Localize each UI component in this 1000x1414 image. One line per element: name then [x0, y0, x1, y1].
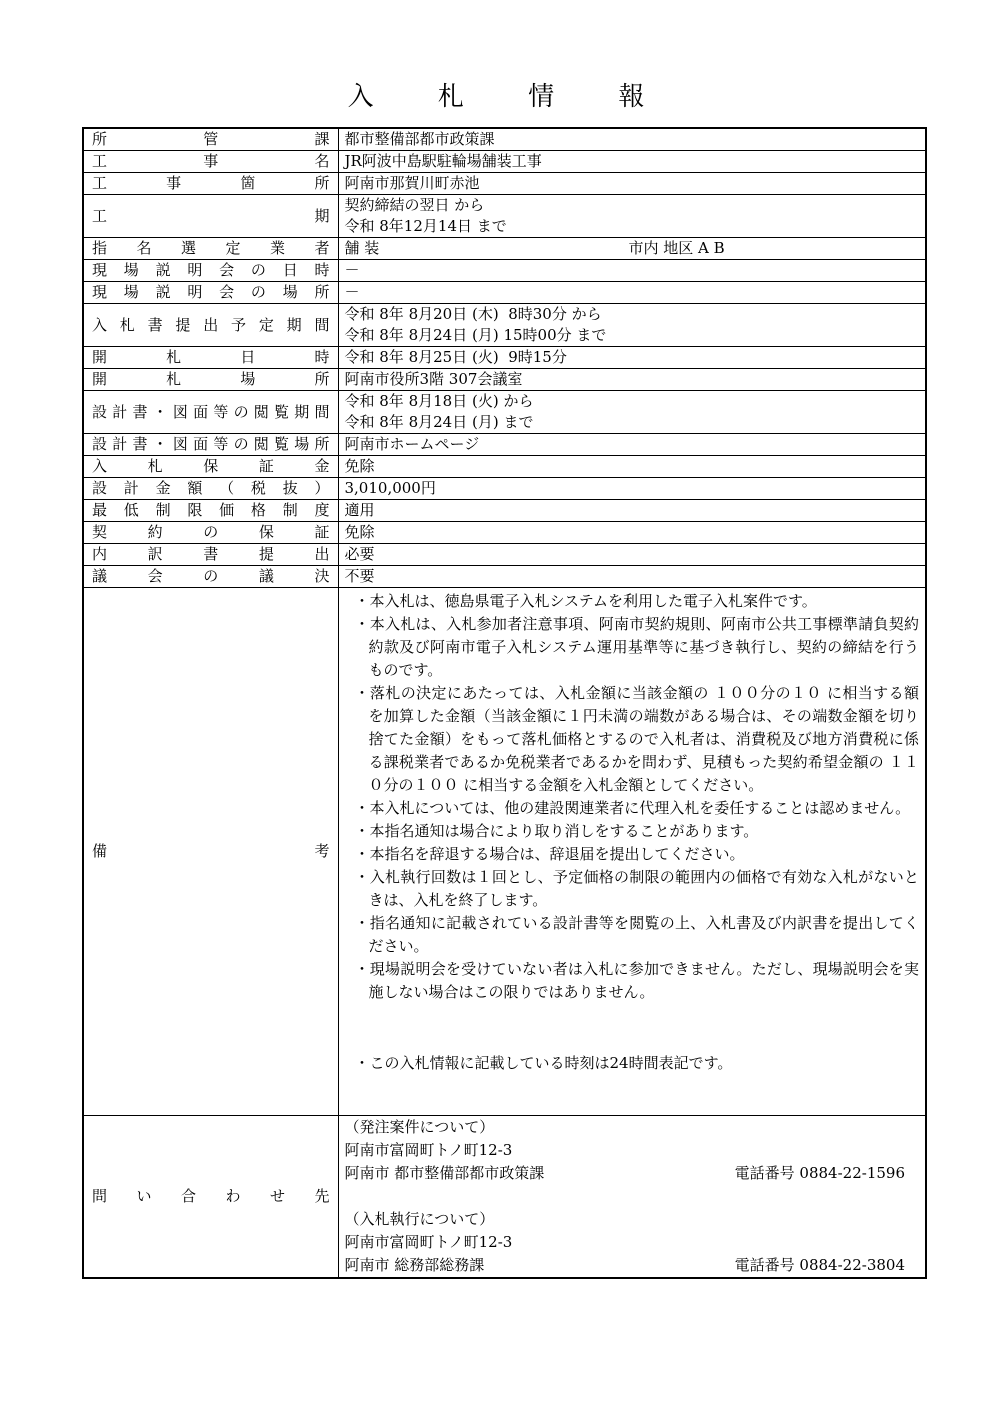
contact-order-address: 阿南市富岡町トノ町12-3: [344, 1141, 513, 1159]
row-designated: [83, 238, 926, 260]
value-briefing-date: －: [338, 260, 926, 282]
label-breakdown: 内訳書提出: [83, 544, 338, 566]
value-contact: [338, 1116, 926, 1279]
row-min-price: [83, 500, 926, 522]
value-briefing-place: －: [338, 282, 926, 304]
row-work: [83, 151, 926, 173]
label-briefing-date: 現場説明会の日時: [83, 260, 338, 282]
value-site: 阿南市那賀川町赤池: [338, 173, 926, 195]
label-remarks: 備考: [83, 588, 338, 1116]
value-contract-bond: 免除: [338, 522, 926, 544]
value-designated: [338, 238, 926, 260]
row-opening-date: [83, 347, 926, 369]
value-breakdown: 必要: [338, 544, 926, 566]
label-dept: 所管課: [83, 128, 338, 151]
label-bid-submit: 入札書提出予定期間: [83, 304, 338, 347]
value-view-place: 阿南市ホームページ: [338, 434, 926, 456]
bid-info-table: [82, 127, 927, 1279]
designated-type: 舗 装: [344, 239, 380, 257]
row-remarks: [83, 588, 926, 1116]
remark-item: ・落札の決定にあたっては、入札金額に当該金額の １００分の１０ に相当する額を加算した金額（当該金額に１円未満の端数がある場合は、その端数金額を切り捨てた金額）をもって落札価格とするので入札者は、消費税及び地方消費税に係る課税業者であるか免税業者であるかを問わず、見積もった契約希望金額の １１０分の１００ に相当する金額を入札金額としてください。: [354, 684, 919, 794]
label-period: 工期: [83, 195, 338, 238]
contact-order-heading: （発注案件について）: [344, 1118, 495, 1136]
view-period-start: 令和 8年 8月18日 (火) から: [344, 392, 534, 410]
contact-order-tel: 電話番号 0884-22-1596: [734, 1164, 905, 1182]
contact-bid-line: [345, 1254, 926, 1277]
row-briefing-place: [83, 282, 926, 304]
label-design-amount: 設計金額（税抜）: [83, 478, 338, 500]
row-briefing-date: [83, 260, 926, 282]
label-bid-bond: 入札保証金: [83, 456, 338, 478]
period-end: 令和 8年12月14日 まで: [344, 217, 507, 235]
value-dept: 都市整備部都市政策課: [338, 128, 926, 151]
contact-bid-heading: （入札執行について）: [344, 1210, 495, 1228]
page-title: 入 札 情 報: [347, 82, 673, 112]
designated-area: 市内 地区 A B: [628, 239, 725, 257]
label-min-price: 最低制限価格制度: [83, 500, 338, 522]
row-bid-submit: [83, 304, 926, 347]
label-council: 議会の議決: [83, 566, 338, 588]
label-site: 工事箇所: [83, 173, 338, 195]
contact-spacer: [345, 1185, 926, 1208]
contact-order-dept: 阿南市 都市整備部都市政策課: [344, 1164, 545, 1182]
remark-last: ・この入札情報に記載している時刻は24時間表記です。: [354, 1054, 733, 1072]
contact-bid-tel: 電話番号 0884-22-3804: [734, 1256, 905, 1274]
label-work: 工事名: [83, 151, 338, 173]
row-contact: [83, 1116, 926, 1279]
row-dept: [83, 128, 926, 151]
contact-order-line: [345, 1162, 926, 1185]
bid-submit-end: 令和 8年 8月24日 (月) 15時00分 まで: [344, 326, 607, 344]
remark-item: ・指名通知に記載されている設計書等を閲覧の上、入札書及び内訳書を提出してください。: [354, 914, 919, 955]
value-opening-place: 阿南市役所3階 307会議室: [338, 369, 926, 391]
value-period: [338, 195, 926, 238]
value-bid-submit: [338, 304, 926, 347]
value-council: 不要: [338, 566, 926, 588]
row-site: [83, 173, 926, 195]
label-opening-place: 開札場所: [83, 369, 338, 391]
remark-item: ・本指名通知は場合により取り消しをすることがあります。: [354, 822, 759, 840]
label-contact: 問い合わせ先: [83, 1116, 338, 1279]
label-briefing-place: 現場説明会の場所: [83, 282, 338, 304]
period-start: 契約締結の翌日 から: [344, 196, 485, 214]
row-view-period: [83, 391, 926, 434]
remark-item: ・現場説明会を受けていない者は入札に参加できません。ただし、現場説明会を実施しない場合はこの限りではありません。: [354, 960, 919, 1001]
row-bid-bond: [83, 456, 926, 478]
value-view-period: [338, 391, 926, 434]
remark-item: ・本入札については、他の建設関連業者に代理入札を委任することは認めません。: [354, 799, 911, 817]
remark-item: ・本入札は、徳島県電子入札システムを利用した電子入札案件です。: [354, 592, 817, 610]
label-view-period: 設計書・図面等の閲覧期間: [83, 391, 338, 434]
remark-item: ・本指名を辞退する場合は、辞退届を提出してください。: [354, 845, 745, 863]
row-view-place: [83, 434, 926, 456]
value-design-amount: 3,010,000円: [338, 478, 926, 500]
row-breakdown: [83, 544, 926, 566]
contact-bid-dept: 阿南市 総務部総務課: [344, 1256, 485, 1274]
label-contract-bond: 契約の保証: [83, 522, 338, 544]
row-contract-bond: [83, 522, 926, 544]
value-work: JR阿波中島駅駐輪場舗装工事: [338, 151, 926, 173]
remark-item: ・入札執行回数は１回とし、予定価格の制限の範囲内の価格で有効な入札がないときは、入札を終了します。: [354, 868, 919, 909]
value-remarks: [338, 588, 926, 1116]
label-designated: 指名選定業者: [83, 238, 338, 260]
value-bid-bond: 免除: [338, 456, 926, 478]
bid-submit-start: 令和 8年 8月20日 (木) 8時30分 から: [344, 305, 602, 323]
value-min-price: 適用: [338, 500, 926, 522]
label-opening-date: 開札日時: [83, 347, 338, 369]
row-council: [83, 566, 926, 588]
row-period: [83, 195, 926, 238]
view-period-end: 令和 8年 8月24日 (月) まで: [344, 413, 534, 431]
row-design-amount: [83, 478, 926, 500]
row-opening-place: [83, 369, 926, 391]
value-opening-date: 令和 8年 8月25日 (火) 9時15分: [338, 347, 926, 369]
label-view-place: 設計書・図面等の閲覧場所: [83, 434, 338, 456]
remark-item: ・本入札は、入札参加者注意事項、阿南市契約規則、阿南市公共工事標準請負契約約款及び阿南市電子入札システム運用基準等に基づき執行し、契約の締結を行うものです。: [354, 615, 919, 679]
contact-bid-address: 阿南市富岡町トノ町12-3: [344, 1233, 513, 1251]
